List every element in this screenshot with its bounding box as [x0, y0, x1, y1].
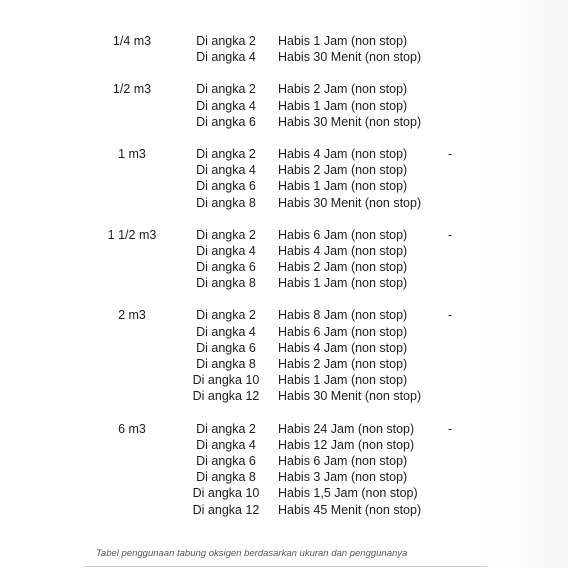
usage-duration: Habis 4 Jam (non stop): [278, 340, 408, 355]
flow-setting: Di angka 6: [196, 260, 256, 275]
table-row: [0, 324, 568, 340]
size-group: [0, 307, 568, 404]
flow-setting: Di angka 6: [196, 340, 256, 355]
usage-duration: Habis 30 Menit (non stop): [278, 114, 422, 129]
usage-duration: Habis 4 Jam (non stop): [278, 243, 408, 258]
usage-duration: Habis 8 Jam (non stop): [278, 308, 408, 323]
table-row: [0, 259, 568, 275]
size-group: [0, 81, 568, 130]
size-group: [0, 227, 568, 292]
usage-duration: Habis 6 Jam (non stop): [278, 324, 408, 339]
table-row: [0, 146, 568, 162]
flow-setting: Di angka 4: [196, 163, 256, 178]
flow-setting: Di angka 2: [196, 146, 256, 161]
table-row: [0, 307, 568, 323]
flow-setting: Di angka 10: [192, 373, 260, 388]
table-row: [0, 98, 568, 114]
flow-setting: Di angka 12: [192, 502, 260, 517]
size-group: [0, 146, 568, 211]
table-row: [0, 33, 568, 49]
usage-duration: Habis 4 Jam (non stop): [278, 146, 408, 161]
flow-setting: Di angka 2: [196, 421, 256, 436]
usage-duration: Habis 2 Jam (non stop): [278, 357, 408, 371]
flow-setting: Di angka 8: [196, 276, 256, 291]
cylinder-size: 6 m3: [118, 421, 146, 436]
size-group: [0, 421, 568, 518]
cylinder-size: 1/4 m3: [112, 34, 152, 48]
table-row: [0, 275, 568, 291]
table-row: [0, 469, 568, 485]
table-row: [0, 356, 568, 372]
usage-duration: Habis 24 Jam (non stop): [278, 421, 415, 436]
usage-duration: Habis 30 Menit (non stop): [278, 50, 422, 65]
dash-mark: -: [448, 146, 453, 161]
flow-setting: Di angka 4: [196, 50, 256, 65]
usage-duration: Habis 1 Jam (non stop): [278, 373, 408, 388]
usage-duration: Habis 45 Menit (non stop): [278, 502, 422, 517]
cylinder-size: 1 1/2 m3: [107, 227, 157, 242]
usage-duration: Habis 1 Jam (non stop): [278, 179, 408, 194]
oxygen-usage-table: [0, 33, 568, 534]
usage-duration: Habis 2 Jam (non stop): [278, 260, 408, 275]
table-row: [0, 178, 568, 194]
size-group: [0, 33, 568, 65]
cylinder-size: 1 m3: [118, 146, 146, 161]
table-row: [0, 453, 568, 469]
flow-setting: Di angka 4: [196, 243, 256, 258]
table-row: [0, 114, 568, 130]
flow-setting: Di angka 2: [196, 34, 256, 48]
dash-mark: -: [448, 308, 453, 323]
table-row: [0, 227, 568, 243]
table-row: [0, 388, 568, 404]
flow-setting: Di angka 8: [196, 195, 256, 210]
usage-duration: Habis 1 Jam (non stop): [278, 98, 408, 113]
table-caption: Tabel penggunaan tabung oksigen berdasarkan ukuran dan penggunanya: [96, 548, 408, 559]
flow-setting: Di angka 10: [192, 486, 260, 501]
usage-duration: Habis 30 Menit (non stop): [278, 389, 422, 404]
table-row: [0, 340, 568, 356]
flow-setting: Di angka 2: [196, 308, 256, 323]
dash-mark: -: [448, 421, 453, 436]
flow-setting: Di angka 6: [196, 179, 256, 194]
usage-duration: Habis 1 Jam (non stop): [278, 276, 408, 291]
flow-setting: Di angka 4: [196, 324, 256, 339]
flow-setting: Di angka 4: [196, 437, 256, 452]
usage-duration: Habis 3 Jam (non stop): [278, 470, 408, 485]
table-row: [0, 421, 568, 437]
flow-setting: Di angka 4: [196, 98, 256, 113]
table-row: [0, 437, 568, 453]
usage-duration: Habis 2 Jam (non stop): [278, 163, 408, 178]
flow-setting: Di angka 12: [192, 389, 260, 404]
table-row: [0, 502, 568, 518]
table-row: [0, 243, 568, 259]
usage-duration: Habis 1 Jam (non stop): [278, 34, 408, 48]
table-row: [0, 81, 568, 97]
dash-mark: -: [448, 227, 453, 242]
usage-duration: Habis 12 Jam (non stop): [278, 437, 415, 452]
usage-duration: Habis 1,5 Jam (non stop): [278, 486, 418, 501]
table-row: [0, 162, 568, 178]
cylinder-size: 2 m3: [118, 308, 146, 323]
flow-setting: Di angka 2: [196, 227, 256, 242]
table-row: [0, 485, 568, 501]
table-row: [0, 372, 568, 388]
cylinder-size: 1/2 m3: [112, 82, 152, 97]
table-row: [0, 49, 568, 65]
usage-duration: Habis 6 Jam (non stop): [278, 227, 408, 242]
table-row: [0, 195, 568, 211]
usage-duration: Habis 6 Jam (non stop): [278, 453, 408, 468]
caption-divider: [84, 566, 488, 567]
flow-setting: Di angka 2: [196, 82, 256, 97]
flow-setting: Di angka 8: [196, 357, 256, 371]
flow-setting: Di angka 6: [196, 453, 256, 468]
usage-duration: Habis 30 Menit (non stop): [278, 195, 422, 210]
usage-duration: Habis 2 Jam (non stop): [278, 82, 408, 97]
flow-setting: Di angka 8: [196, 470, 256, 485]
flow-setting: Di angka 6: [196, 114, 256, 129]
